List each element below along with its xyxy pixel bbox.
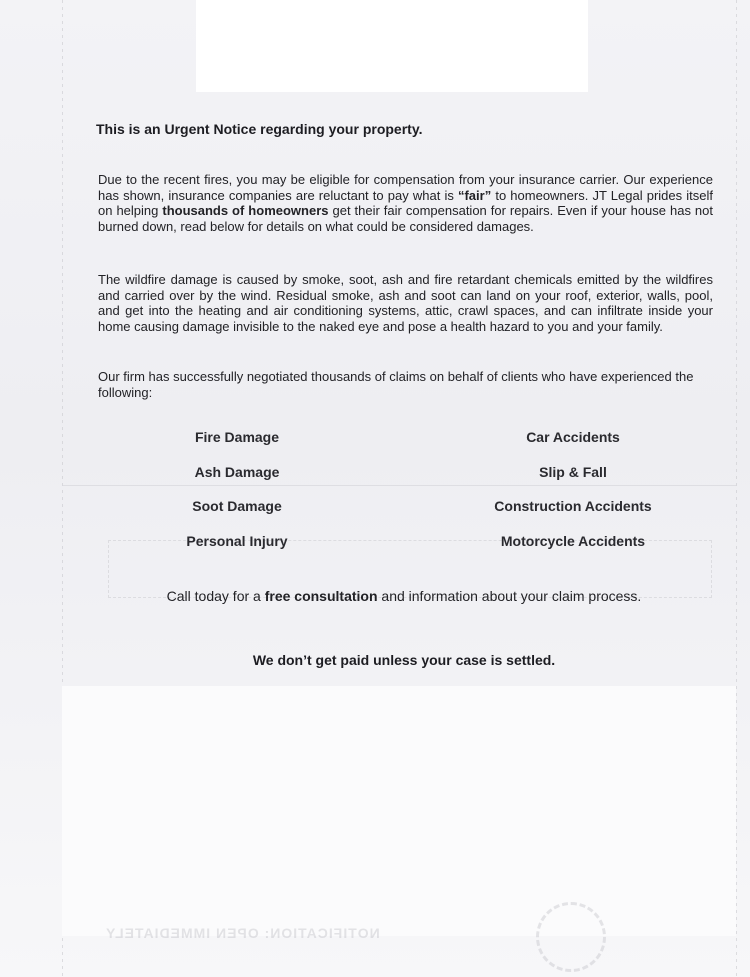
service-car-accidents: Car Accidents	[526, 429, 620, 445]
service-personal-injury: Personal Injury	[186, 532, 288, 549]
bleed-through-text: NOTIFICATION: OPEN IMMEDIATELY	[105, 925, 380, 941]
service-soot-damage: Soot Damage	[192, 498, 282, 515]
bleed-through-seal	[536, 902, 606, 972]
service-fire-damage: Fire Damage	[194, 429, 280, 445]
redacted-letterhead	[196, 0, 588, 92]
services-row	[98, 464, 713, 499]
blank-lower-area	[62, 686, 736, 936]
homeowners-emphasis: thousands of homeowners	[162, 203, 329, 219]
paragraph-eligibility-text-1: Due to the recent fires, you may be eligible for compensation from your insurance carrier. Our experience has shown, insurance companies are reluctant to pay what is	[98, 172, 713, 203]
services-row	[98, 429, 713, 464]
paragraph-eligibility-text-2: to homeowners. JT Legal prides itself on helping	[98, 187, 713, 219]
service-slip-and-fall: Slip & Fall	[539, 463, 607, 480]
service-ash-damage: Ash Damage	[194, 463, 280, 480]
cta-text-2: and information about your claim process.	[377, 588, 642, 604]
closing-statement: We don’t get paid unless your case is settled.	[252, 652, 556, 668]
notice-heading: This is an Urgent Notice regarding your property.	[96, 121, 423, 137]
services-row	[98, 533, 713, 568]
free-consultation-emphasis: free consultation	[264, 588, 378, 604]
services-row	[98, 498, 713, 533]
services-list	[98, 429, 713, 567]
paragraph-eligibility	[98, 172, 713, 234]
paragraph-wildfire-damage: The wildfire damage is caused by smoke, soot, ash and fire retardant chemicals emitted by the wildfires and carried over by the wind. Residual smoke, ash and soot can land on your roof, exterior, walls, pool, and get into the heating and air conditioning systems, attic, crawl spaces, and can infiltrate inside your home causing damage invisible to the naked eye and pose a health hazard to you and your family.	[98, 272, 713, 334]
scan-edge-right	[736, 0, 737, 977]
fair-emphasis: “fair”	[457, 187, 492, 203]
call-to-action	[150, 588, 658, 605]
paragraph-eligibility-text-3: get their fair compensation for repairs. Even if your house has not burned down, read below for details on what could be considered damages.	[98, 203, 713, 234]
service-motorcycle-accidents: Motorcycle Accidents	[500, 532, 646, 549]
service-construction-accidents: Construction Accidents	[494, 498, 652, 515]
paragraph-claims-intro: Our firm has successfully negotiated thousands of claims on behalf of clients who have experienced the following:	[98, 369, 694, 400]
cta-text-1: Call today for a	[166, 588, 265, 604]
